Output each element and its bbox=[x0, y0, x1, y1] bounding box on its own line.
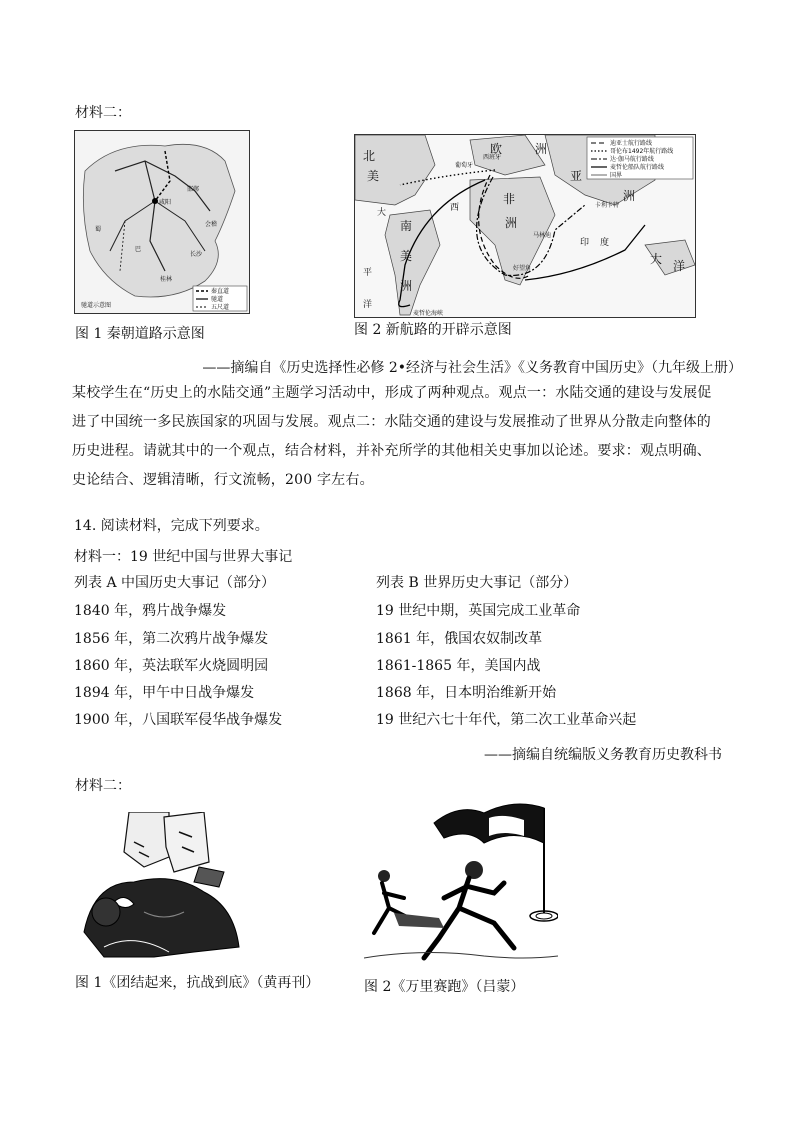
table-a-row: 1894 年，甲午中日战争爆发 bbox=[74, 685, 255, 701]
table-a-row: 1856 年，第二次鸦片战争爆发 bbox=[74, 631, 269, 647]
material-two-label-bottom: 材料二： bbox=[75, 778, 131, 794]
svg-text:蜀: 蜀 bbox=[95, 226, 102, 233]
label-europe-2: 洲 bbox=[535, 142, 548, 156]
qin-legend-1: 秦直道 bbox=[211, 288, 230, 295]
label-africa-2: 洲 bbox=[505, 216, 518, 230]
qin-legend-3: 五尺道 bbox=[211, 304, 230, 311]
svg-text:长沙: 长沙 bbox=[190, 251, 203, 258]
table-b-row: 1861-1865 年，美国内战 bbox=[376, 658, 541, 674]
label-asia-2: 洲 bbox=[623, 189, 636, 203]
svg-text:会稽: 会稽 bbox=[205, 221, 218, 228]
table-b-row: 1868 年，日本明治维新开始 bbox=[376, 685, 557, 701]
figure1-caption: 图 1 秦朝道路示意图 bbox=[75, 326, 205, 342]
svg-text:桂林: 桂林 bbox=[160, 276, 173, 283]
label-oceania: 大 bbox=[650, 252, 663, 266]
route-legend-3: 达·伽马航行路线 bbox=[610, 156, 654, 163]
label-atlantic-2: 西 bbox=[450, 203, 460, 213]
label-oceania-2: 洋 bbox=[673, 259, 686, 273]
place-spain: 西班牙 bbox=[483, 154, 502, 161]
table-b-row: 1861 年，俄国农奴制改革 bbox=[376, 631, 543, 647]
cartoon1-caption: 图 1《团结起来，抗战到底》（黄再刊） bbox=[75, 975, 320, 991]
source-line-2: ——摘编自统编版义务教育历史教科书 bbox=[484, 747, 722, 763]
qin-roads-map-drawing bbox=[75, 131, 249, 313]
qin-legend-2: 驰道 bbox=[211, 296, 224, 303]
sea-routes-map bbox=[354, 134, 696, 318]
table-a-row: 1860 年，英法联军火烧圆明园 bbox=[74, 658, 269, 674]
cartoon-long-race-drawing bbox=[364, 798, 558, 968]
table-a-header: 列表 A 中国历史大事记（部分） bbox=[74, 575, 276, 591]
table-a-row: 1900 年，八国联军侵华战争爆发 bbox=[74, 712, 283, 728]
label-pacific: 平 bbox=[363, 268, 373, 278]
table-b-row: 19 世纪中期，英国完成工业革命 bbox=[376, 603, 581, 619]
table-a-row: 1840 年，鸦片战争爆发 bbox=[74, 603, 227, 619]
qin-legend-bottom: 驰道示意图 bbox=[81, 302, 112, 309]
label-indian: 印 bbox=[580, 238, 590, 248]
table-b-header: 列表 B 世界历史大事记（部分） bbox=[376, 575, 578, 591]
label-south-2: 美 bbox=[400, 249, 413, 263]
label-asia: 亚 bbox=[570, 169, 583, 183]
label-pacific-2: 洋 bbox=[363, 300, 373, 310]
place-magellan-strait: 麦哲伦海峡 bbox=[413, 310, 444, 317]
route-legend-5: 国界 bbox=[610, 172, 623, 179]
label-atlantic: 大 bbox=[377, 208, 387, 218]
material-one-title: 材料一：19 世纪中国与世界大事记 bbox=[74, 549, 293, 565]
label-indian-2: 度 bbox=[600, 238, 610, 248]
source-line: ——摘编自《历史选择性必修 2•经济与社会生活》《义务教育中国历史》（九年级上册） bbox=[202, 360, 742, 376]
sea-routes-map-drawing bbox=[355, 135, 695, 317]
q14-title: 14. 阅读材料，完成下列要求。 bbox=[74, 518, 269, 534]
label-africa: 非 bbox=[503, 192, 516, 206]
svg-text:邯郸: 邯郸 bbox=[187, 186, 200, 193]
svg-text:咸阳: 咸阳 bbox=[159, 199, 172, 206]
place-portugal: 葡萄牙 bbox=[455, 162, 474, 169]
cartoon2-caption: 图 2《万里赛跑》（吕蒙） bbox=[364, 979, 525, 995]
place-calicut: 卡利卡特 bbox=[595, 202, 620, 209]
label-north-2: 美 bbox=[367, 169, 380, 183]
qin-roads-map bbox=[74, 130, 250, 314]
place-cape: 好望角 bbox=[513, 265, 532, 272]
cartoon-unite-resist bbox=[74, 812, 254, 964]
label-south-3: 洲 bbox=[400, 279, 413, 293]
table-b-row: 19 世纪六七十年代，第二次工业革命兴起 bbox=[376, 712, 637, 728]
question-paragraph: 某校学生在“历史上的水陆交通”主题学习活动中，形成了两种观点。观点一：水陆交通的建设与发展促进了中国统一多民族国家的巩固与发展。观点二：水陆交通的建设与发展推动了世界从分散走向整体的历史进程。请就其中的一个观点，结合材料，并补充所学的其他相关史事加以论述。要求：观点明确、史论结合、逻辑清晰，行文流畅，200 字左右。 bbox=[72, 385, 712, 488]
label-europe: 欧 bbox=[490, 142, 503, 156]
route-legend-2: 哥伦布1492年航行路线 bbox=[610, 148, 674, 155]
figure2-caption: 图 2 新航路的开辟示意图 bbox=[354, 322, 512, 338]
place-malindi: 马林迪 bbox=[533, 232, 552, 239]
cartoon-long-race bbox=[364, 798, 558, 968]
route-legend-1: 迪亚士航行路线 bbox=[610, 140, 653, 147]
label-south: 南 bbox=[400, 219, 413, 233]
label-north: 北 bbox=[363, 149, 376, 163]
cartoon-unite-resist-drawing bbox=[74, 812, 254, 964]
material-two-label: 材料二： bbox=[75, 105, 131, 121]
svg-text:巴: 巴 bbox=[135, 246, 142, 253]
route-legend-4: 麦哲伦船队航行路线 bbox=[610, 164, 665, 171]
